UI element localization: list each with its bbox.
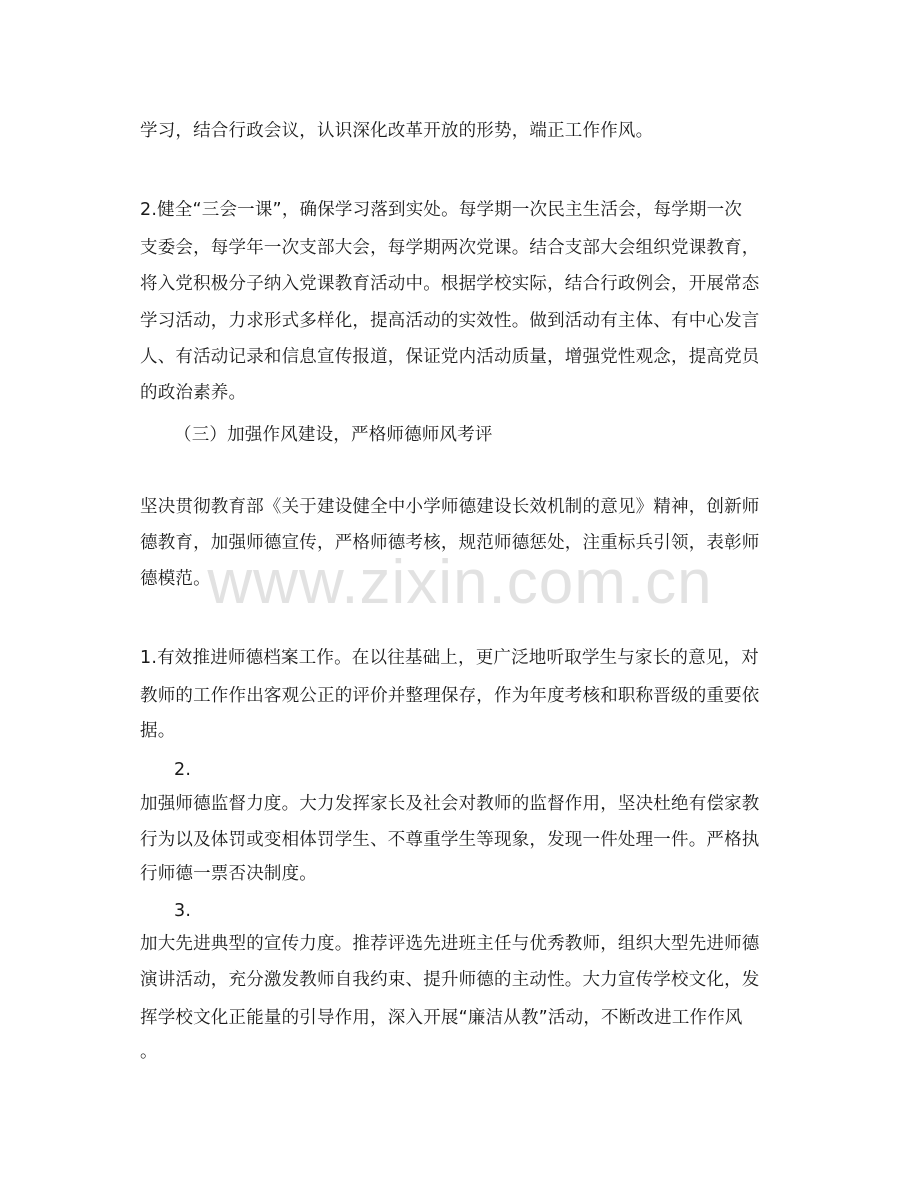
paragraph-line: 学习，结合行政会议，认识深化改革开放的形势，端正工作作风。 [140, 121, 654, 141]
paragraph-line: 行为以及体罚或变相体罚学生、不尊重学生等现象，发现一件处理一件。严格执 [140, 830, 760, 850]
section-heading: （三）加强作风建设，严格师德师风考评 [174, 425, 493, 445]
paragraph-line: 将入党积极分子纳入党课教育活动中。根据学校实际，结合行政例会，开展常态 [140, 274, 760, 294]
paragraph-line: 加强师德监督力度。大力发挥家长及社会对教师的监督作用，坚决杜绝有偿家教 [140, 794, 760, 814]
paragraph-line: 。 [140, 1042, 158, 1062]
paragraph-line: 学习活动，力求形式多样化，提高活动的实效性。做到活动有主体、有中心发言 [140, 311, 760, 331]
paragraph-line: 加大先进典型的宣传力度。推荐评选先进班主任与优秀教师，组织大型先进师德 [140, 934, 760, 954]
paragraph-line: 德教育，加强师德宣传，严格师德考核，规范师德惩处，注重标兵引领，表彰师 [140, 533, 760, 553]
paragraph-line: 挥学校文化正能量的引导作用，深入开展“廉洁从教”活动，不断改进工作作风 [140, 1008, 743, 1028]
paragraph-line: 的政治素养。 [140, 383, 247, 403]
paragraph-line: 支委会，每学年一次支部大会，每学期两次党课。结合支部大会组织党课教育， [140, 238, 760, 258]
paragraph-line: 坚决贯彻教育部《关于建设健全中小学师德建设长效机制的意见》精神，创新师 [140, 497, 760, 517]
paragraph-line: 1.有效推进师德档案工作。在以往基础上，更广泛地听取学生与家长的意见，对 [140, 648, 759, 668]
list-number: 2. [174, 760, 192, 780]
paragraph-line: 2.健全“三会一课”，确保学习落到实处。每学期一次民主生活会，每学期一次 [140, 200, 743, 220]
paragraph-line: 行师德一票否决制度。 [140, 864, 317, 884]
paragraph-line: 教师的工作作出客观公正的评价并整理保存，作为年度考核和职称晋级的重要依 [140, 686, 760, 706]
paragraph-line: 演讲活动，充分激发教师自我约束、提升师德的主动性。大力宣传学校文化，发 [140, 970, 760, 990]
paragraph-line: 据。 [140, 721, 176, 741]
watermark-text: www.zixin.com.cn [207, 548, 713, 617]
paragraph-line: 人、有活动记录和信息宣传报道，保证党内活动质量，增强党性观念，提高党员 [140, 347, 760, 367]
list-number: 3. [174, 901, 192, 921]
paragraph-line: 德模范。 [140, 569, 211, 589]
